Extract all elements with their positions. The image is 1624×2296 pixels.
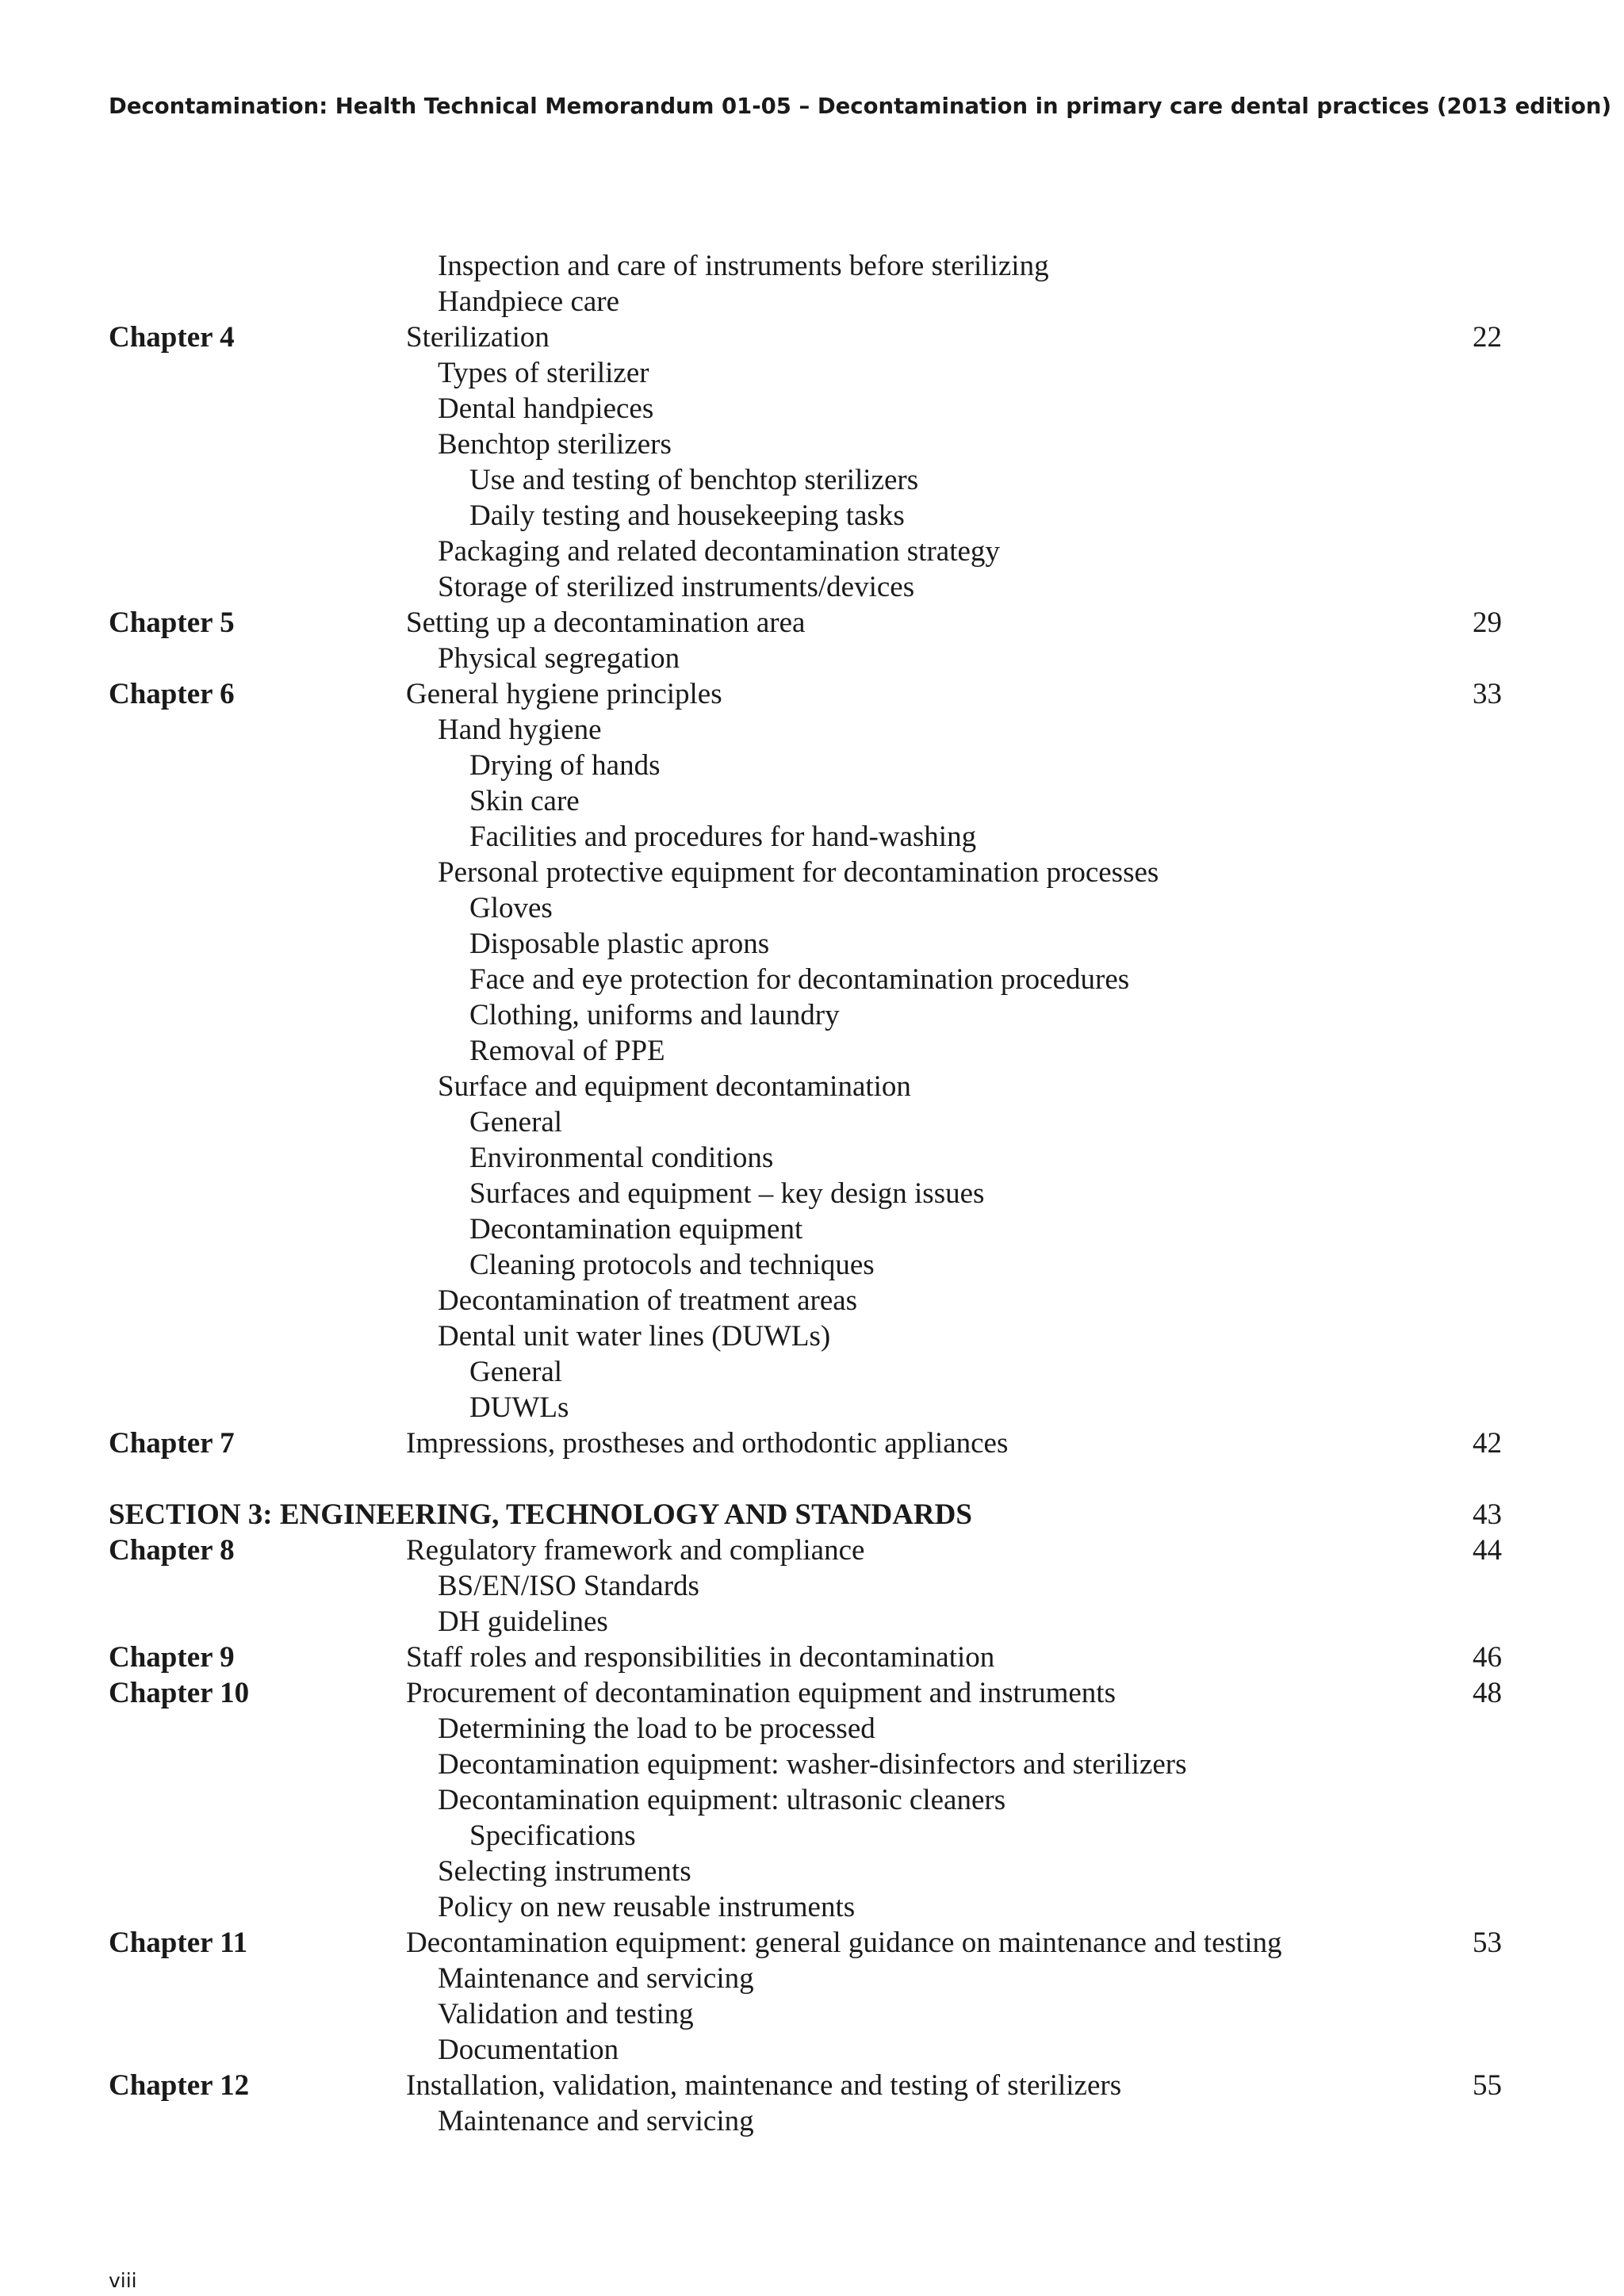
toc-entry-row xyxy=(0,1283,1624,1318)
table-of-contents xyxy=(0,248,1624,2139)
toc-chapter-label: Chapter 10 xyxy=(109,1677,250,1709)
toc-entry-row xyxy=(0,1996,1624,2032)
toc-entry-row xyxy=(0,569,1624,605)
toc-entry-row xyxy=(0,926,1624,962)
toc-entry-title: Decontamination equipment: general guidance on maintenance and testing xyxy=(406,1927,1282,1959)
toc-entry-title: Decontamination equipment: ultrasonic cleaners xyxy=(438,1784,1006,1816)
toc-chapter-row xyxy=(0,1533,1624,1568)
toc-page-number: 29 xyxy=(1473,607,1502,639)
toc-entry-row xyxy=(0,1176,1624,1211)
toc-entry-title: Storage of sterilized instruments/devices xyxy=(438,571,915,603)
toc-entry-title: Hand hygiene xyxy=(438,714,602,746)
toc-entry-title: Skin care xyxy=(469,785,580,817)
toc-entry-title: Environmental conditions xyxy=(469,1142,774,1174)
toc-page-number: 33 xyxy=(1473,678,1502,710)
toc-chapter-label: Chapter 9 xyxy=(109,1641,235,1674)
toc-entry-row xyxy=(0,1854,1624,1889)
toc-entry-row xyxy=(0,1711,1624,1747)
toc-entry-title: Decontamination equipment xyxy=(469,1213,803,1246)
toc-entry-row xyxy=(0,284,1624,320)
toc-entry-title: Regulatory framework and compliance xyxy=(406,1534,865,1567)
toc-entry-title: Setting up a decontamination area xyxy=(406,607,806,639)
toc-entry-title: Packaging and related decontamination strategy xyxy=(438,535,1000,568)
toc-chapter-label: Chapter 7 xyxy=(109,1427,235,1460)
toc-entry-title: Personal protective equipment for decontamination processes xyxy=(438,856,1159,889)
toc-entry-title: Use and testing of benchtop sterilizers xyxy=(469,464,919,496)
toc-chapter-row xyxy=(0,1925,1624,1961)
toc-entry-title: Handpiece care xyxy=(438,285,620,318)
toc-chapter-label: Chapter 4 xyxy=(109,321,235,354)
toc-entry-row xyxy=(0,1818,1624,1854)
toc-entry-row xyxy=(0,783,1624,819)
toc-chapter-row xyxy=(0,676,1624,712)
toc-entry-row xyxy=(0,1889,1624,1925)
toc-entry-title: DUWLs xyxy=(469,1391,569,1424)
toc-entry-title: Documentation xyxy=(438,2034,619,2066)
toc-page-number: 46 xyxy=(1473,1641,1502,1674)
toc-entry-title: Cleaning protocols and techniques xyxy=(469,1249,875,1281)
toc-entry-row xyxy=(0,748,1624,783)
toc-entry-row xyxy=(0,1747,1624,1782)
toc-chapter-row xyxy=(0,1675,1624,1711)
toc-entry-title: BS/EN/ISO Standards xyxy=(438,1570,699,1602)
toc-entry-title: Validation and testing xyxy=(438,1998,694,2030)
toc-entry-title: Clothing, uniforms and laundry xyxy=(469,999,840,1031)
toc-entry-row xyxy=(0,1247,1624,1283)
toc-chapter-label: Chapter 6 xyxy=(109,678,235,710)
toc-page-number: 42 xyxy=(1473,1427,1502,1460)
toc-entry-row xyxy=(0,1354,1624,1390)
toc-chapter-label: Chapter 11 xyxy=(109,1927,248,1959)
toc-entry-row xyxy=(0,1069,1624,1104)
toc-entry-title: Impressions, prostheses and orthodontic appliances xyxy=(406,1427,1009,1460)
toc-entry-row xyxy=(0,534,1624,569)
toc-chapter-row xyxy=(0,1425,1624,1461)
toc-chapter-label: Chapter 5 xyxy=(109,607,235,639)
toc-entry-row xyxy=(0,641,1624,676)
toc-entry-title: Drying of hands xyxy=(469,749,661,782)
toc-page-number: 48 xyxy=(1473,1677,1502,1709)
toc-entry-title: Determining the load to be processed xyxy=(438,1712,875,1745)
toc-entry-title: Surface and equipment decontamination xyxy=(438,1070,911,1103)
toc-entry-title: Sterilization xyxy=(406,321,550,354)
toc-entry-title: General hygiene principles xyxy=(406,678,722,710)
toc-entry-row xyxy=(0,712,1624,748)
toc-page-number: 22 xyxy=(1473,321,1502,354)
toc-chapter-label: Chapter 8 xyxy=(109,1534,235,1567)
toc-entry-title: General xyxy=(469,1356,563,1388)
toc-entry-row xyxy=(0,962,1624,997)
toc-entry-row xyxy=(0,1140,1624,1176)
toc-entry-row xyxy=(0,890,1624,926)
toc-entry-title: Specifications xyxy=(469,1820,636,1852)
page-number: viii xyxy=(109,2269,137,2292)
toc-entry-row xyxy=(0,1033,1624,1069)
toc-entry-row xyxy=(0,1211,1624,1247)
toc-entry-row xyxy=(0,1961,1624,1996)
toc-entry-row xyxy=(0,427,1624,462)
toc-entry-title: Types of sterilizer xyxy=(438,357,649,389)
toc-entry-title: Maintenance and servicing xyxy=(438,2105,754,2137)
toc-entry-title: Decontamination of treatment areas xyxy=(438,1284,858,1317)
toc-entry-title: Maintenance and servicing xyxy=(438,1962,754,1995)
toc-entry-row xyxy=(0,2032,1624,2068)
toc-entry-title: Removal of PPE xyxy=(469,1035,665,1067)
toc-entry-row xyxy=(0,355,1624,391)
toc-entry-row xyxy=(0,1318,1624,1354)
toc-entry-title: Facilities and procedures for hand-washing xyxy=(469,821,977,853)
toc-chapter-label: Chapter 12 xyxy=(109,2069,250,2102)
toc-entry-row xyxy=(0,819,1624,855)
toc-entry-row xyxy=(0,1604,1624,1640)
toc-entry-title: Dental unit water lines (DUWLs) xyxy=(438,1320,831,1353)
toc-entry-row xyxy=(0,1104,1624,1140)
toc-entry-title: Installation, validation, maintenance and testing of sterilizers xyxy=(406,2069,1122,2102)
toc-section-row xyxy=(0,1497,1624,1533)
toc-entry-title: Gloves xyxy=(469,892,553,924)
toc-entry-title: DH guidelines xyxy=(438,1605,608,1638)
toc-entry-row xyxy=(0,855,1624,890)
toc-page-number: 44 xyxy=(1473,1534,1502,1567)
toc-entry-row xyxy=(0,997,1624,1033)
toc-entry-title: Benchtop sterilizers xyxy=(438,428,672,461)
toc-entry-title: Selecting instruments xyxy=(438,1855,691,1888)
toc-entry-title: Daily testing and housekeeping tasks xyxy=(469,499,905,532)
toc-entry-row xyxy=(0,462,1624,498)
toc-entry-title: Disposable plastic aprons xyxy=(469,928,770,960)
toc-page-number: 53 xyxy=(1473,1927,1502,1959)
toc-entry-row xyxy=(0,1782,1624,1818)
toc-chapter-row xyxy=(0,605,1624,641)
toc-entry-title: Inspection and care of instruments before sterilizing xyxy=(438,250,1049,282)
toc-entry-title: General xyxy=(469,1106,563,1138)
toc-chapter-row xyxy=(0,320,1624,355)
toc-chapter-row xyxy=(0,2068,1624,2103)
toc-entry-title: Physical segregation xyxy=(438,642,680,675)
toc-page-number: 55 xyxy=(1473,2069,1502,2102)
toc-entry-title: Face and eye protection for decontamination procedures xyxy=(469,963,1130,996)
toc-page-number: 43 xyxy=(1473,1498,1502,1531)
toc-section-heading: SECTION 3: ENGINEERING, TECHNOLOGY AND STANDARDS xyxy=(109,1498,972,1531)
toc-entry-row xyxy=(0,391,1624,427)
toc-entry-row xyxy=(0,1568,1624,1604)
toc-entry-title: Staff roles and responsibilities in decontamination xyxy=(406,1641,995,1674)
toc-entry-row xyxy=(0,2103,1624,2139)
toc-entry-title: Dental handpieces xyxy=(438,392,654,425)
toc-entry-title: Decontamination equipment: washer-disinfectors and sterilizers xyxy=(438,1748,1187,1781)
toc-entry-title: Policy on new reusable instruments xyxy=(438,1891,856,1923)
toc-entry-row xyxy=(0,248,1624,284)
toc-entry-title: Surfaces and equipment – key design issues xyxy=(469,1177,985,1210)
toc-entry-title: Procurement of decontamination equipment and instruments xyxy=(406,1677,1116,1709)
toc-chapter-row xyxy=(0,1640,1624,1675)
toc-entry-row xyxy=(0,1390,1624,1425)
running-header: Decontamination: Health Technical Memorandum 01-05 – Decontamination in primary care dental practices (2013 edition) xyxy=(109,94,1612,119)
toc-entry-row xyxy=(0,498,1624,534)
